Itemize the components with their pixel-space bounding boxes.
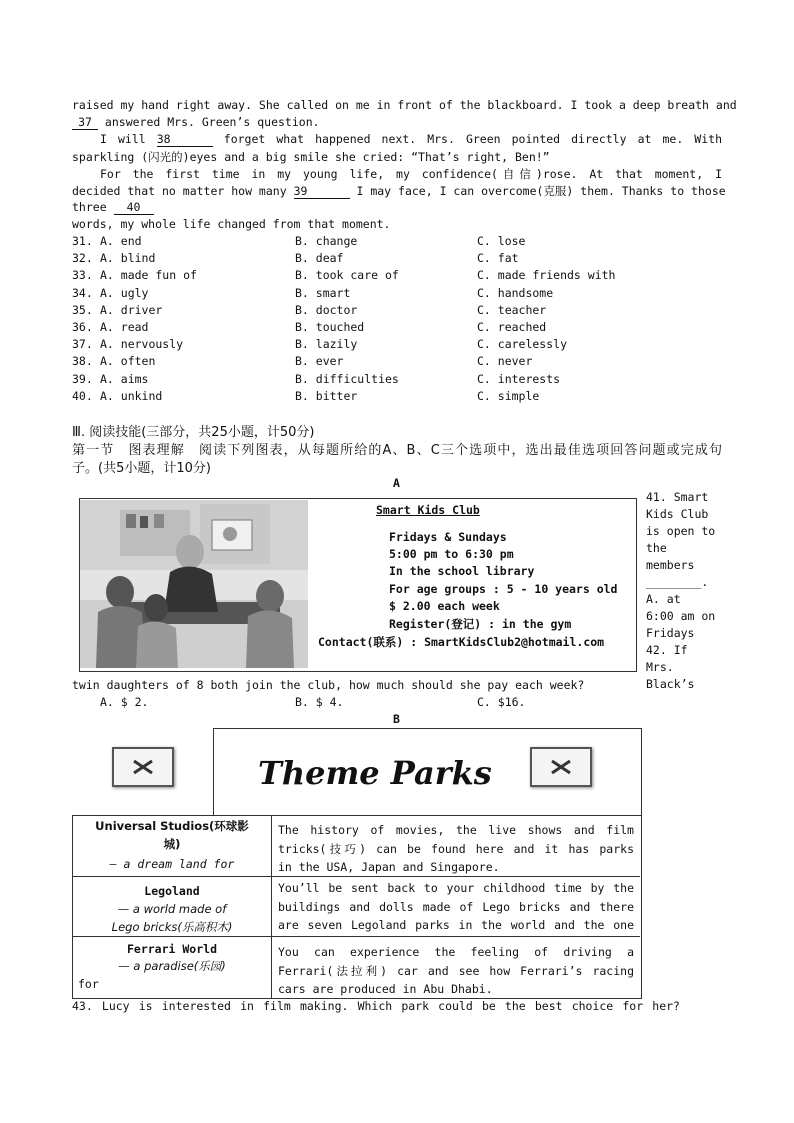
choice-number: 39. xyxy=(72,371,93,386)
q42-option-b: B. $ 4. xyxy=(295,695,344,709)
q42-option-a: A. $ 2. xyxy=(100,695,149,709)
choice-option-c: C. lose xyxy=(477,234,526,248)
blank-38: 38 xyxy=(157,132,213,147)
choice-number: 35. xyxy=(72,302,93,317)
choice-option-b: B. lazily xyxy=(295,337,358,352)
passage-line-8: words, my whole life changed from that moment. xyxy=(72,217,391,231)
choice-option-c: C. carelessly xyxy=(477,337,568,352)
blank-40: 40 xyxy=(114,200,154,215)
choice-option-c: C. made friends with xyxy=(477,268,616,283)
passage-line-1: raised my hand right away. She called on me in front of the blackboard. I took a deep breath and xyxy=(72,98,737,112)
choice-option-c: C. never xyxy=(477,354,533,369)
choice-number: 32. xyxy=(72,251,93,266)
choice-option-b: B. ever xyxy=(295,354,344,369)
choice-option-a: A. driver xyxy=(100,302,163,317)
broken-image-icon xyxy=(112,747,174,787)
theme-parks-title: Theme Parks xyxy=(258,754,492,792)
question-41-side: 41. Smart Kids Club is open to the members ________. A. at 6:00 am on Fridays 42. If Mrs. Black’s xyxy=(646,490,716,691)
choice-option-c: C. fat xyxy=(477,251,519,266)
section-part1-cont: 子。(共5小题，计10分) xyxy=(72,461,211,476)
choice-option-c: C. teacher xyxy=(477,302,547,317)
section-heading: Ⅲ. 阅读技能(三部分，共25小题，计50分) xyxy=(72,425,315,440)
park-universal-name: Universal Studios(环球影 城) xyxy=(95,819,249,851)
choice-option-b: B. touched xyxy=(295,320,365,334)
passage-a-label: A xyxy=(393,476,400,490)
passage-line-3: I will 38 forget what happened next. Mrs. Green pointed directly at me. With xyxy=(100,132,722,146)
choice-number: 37. xyxy=(72,337,93,352)
club-ages: For age groups : 5 - 10 years old xyxy=(389,582,618,596)
choice-number: 36. xyxy=(72,320,93,334)
passage-line-4: sparkling (闪光的)eyes and a big smile she cried: “That’s right, Ben!” xyxy=(72,150,550,164)
passage-line-2: 37 answered Mrs. Green’s question. xyxy=(72,115,320,130)
passage-line-6: decided that no matter how many 39 I may face, I can overcome(克服) them. Thanks to those xyxy=(72,184,726,198)
choice-option-b: B. doctor xyxy=(295,302,358,317)
passage-b-label: B xyxy=(393,712,400,726)
choice-option-c: C. handsome xyxy=(477,285,554,300)
club-time: 5:00 pm to 6:30 pm xyxy=(389,547,514,561)
q42-option-c: C. $16. xyxy=(477,695,526,709)
broken-image-icon xyxy=(530,747,592,787)
park-universal-desc: The history of movies, the live shows and film tricks(技巧) can be found here and it has parks in the USA, Japan and Singapore. xyxy=(278,823,634,874)
choice-option-a: A. nervously xyxy=(100,337,184,352)
passage-line-5: For the first time in my young life, my confidence(自信)rose. At that moment, I xyxy=(100,167,722,181)
table-divider xyxy=(271,815,272,998)
club-price: $ 2.00 each week xyxy=(389,599,500,613)
choice-option-a: A. aims xyxy=(100,371,149,386)
club-title: Smart Kids Club xyxy=(376,503,480,517)
choice-option-a: A. unkind xyxy=(100,388,163,403)
park-ferrari-name: Ferrari World xyxy=(126,942,217,956)
question-42-cont: twin daughters of 8 both join the club, how much should she pay each week? xyxy=(72,678,585,692)
choice-option-a: A. read xyxy=(100,320,149,334)
choice-option-b: B. change xyxy=(295,234,358,248)
club-register: Register(登记) : in the gym xyxy=(389,617,572,631)
park-legoland-name: Legoland xyxy=(144,884,200,898)
choice-number: 34. xyxy=(72,285,93,300)
choice-option-b: B. took care of xyxy=(295,268,399,283)
choice-number: 31. xyxy=(72,234,93,248)
choice-option-a: A. blind xyxy=(100,251,156,266)
park-universal-tag: — a dream land for xyxy=(109,857,235,871)
passage-line-7: three 40 xyxy=(72,200,154,215)
club-place: In the school library xyxy=(389,564,535,578)
park-ferrari-tag-2: for xyxy=(78,977,99,991)
question-43: 43. Lucy is interested in film making. Which park could be the best choice for her? xyxy=(72,999,680,1013)
choice-option-a: A. often xyxy=(100,354,156,369)
blank-37: 37 xyxy=(72,115,98,130)
section-part1: 第一节 图表理解 阅读下列图表，从每题所给的A、B、C三个选项中，选出最佳选项回答问题或完成句 xyxy=(72,443,722,458)
choice-option-b: B. difficulties xyxy=(295,371,399,386)
park-legoland-tag: — a world made of Lego bricks(乐高积木) xyxy=(111,902,233,934)
choice-number: 40. xyxy=(72,388,93,403)
park-ferrari-tag: — a paradise(乐园) xyxy=(118,959,226,973)
park-legoland-desc: You’ll be sent back to your childhood time by the buildings and dolls made of Lego bricks and there are seven Legoland parks in the world and the one xyxy=(278,881,634,932)
choice-option-b: B. smart xyxy=(295,285,351,300)
choice-option-b: B. deaf xyxy=(295,251,344,266)
choice-number: 33. xyxy=(72,268,93,283)
row-divider xyxy=(72,936,640,937)
classroom-photo xyxy=(80,500,308,668)
choice-option-c: C. reached xyxy=(477,320,547,334)
choice-option-a: A. made fun of xyxy=(100,268,197,283)
choice-option-a: A. ugly xyxy=(100,285,149,300)
choice-option-c: C. simple xyxy=(477,388,540,403)
club-contact: Contact(联系) : SmartKidsClub2@hotmail.com xyxy=(318,635,605,649)
club-days: Fridays & Sundays xyxy=(389,530,507,544)
choice-option-b: B. bitter xyxy=(295,388,358,403)
park-ferrari-desc: You can experience the feeling of driving a Ferrari(法拉利) car and see how Ferrari’s racing cars are produced in Abu Dhabi. xyxy=(278,945,634,996)
choice-option-a: A. end xyxy=(100,234,142,248)
blank-39: 39 xyxy=(294,184,350,199)
choice-option-c: C. interests xyxy=(477,371,561,386)
choice-number: 38. xyxy=(72,354,93,369)
